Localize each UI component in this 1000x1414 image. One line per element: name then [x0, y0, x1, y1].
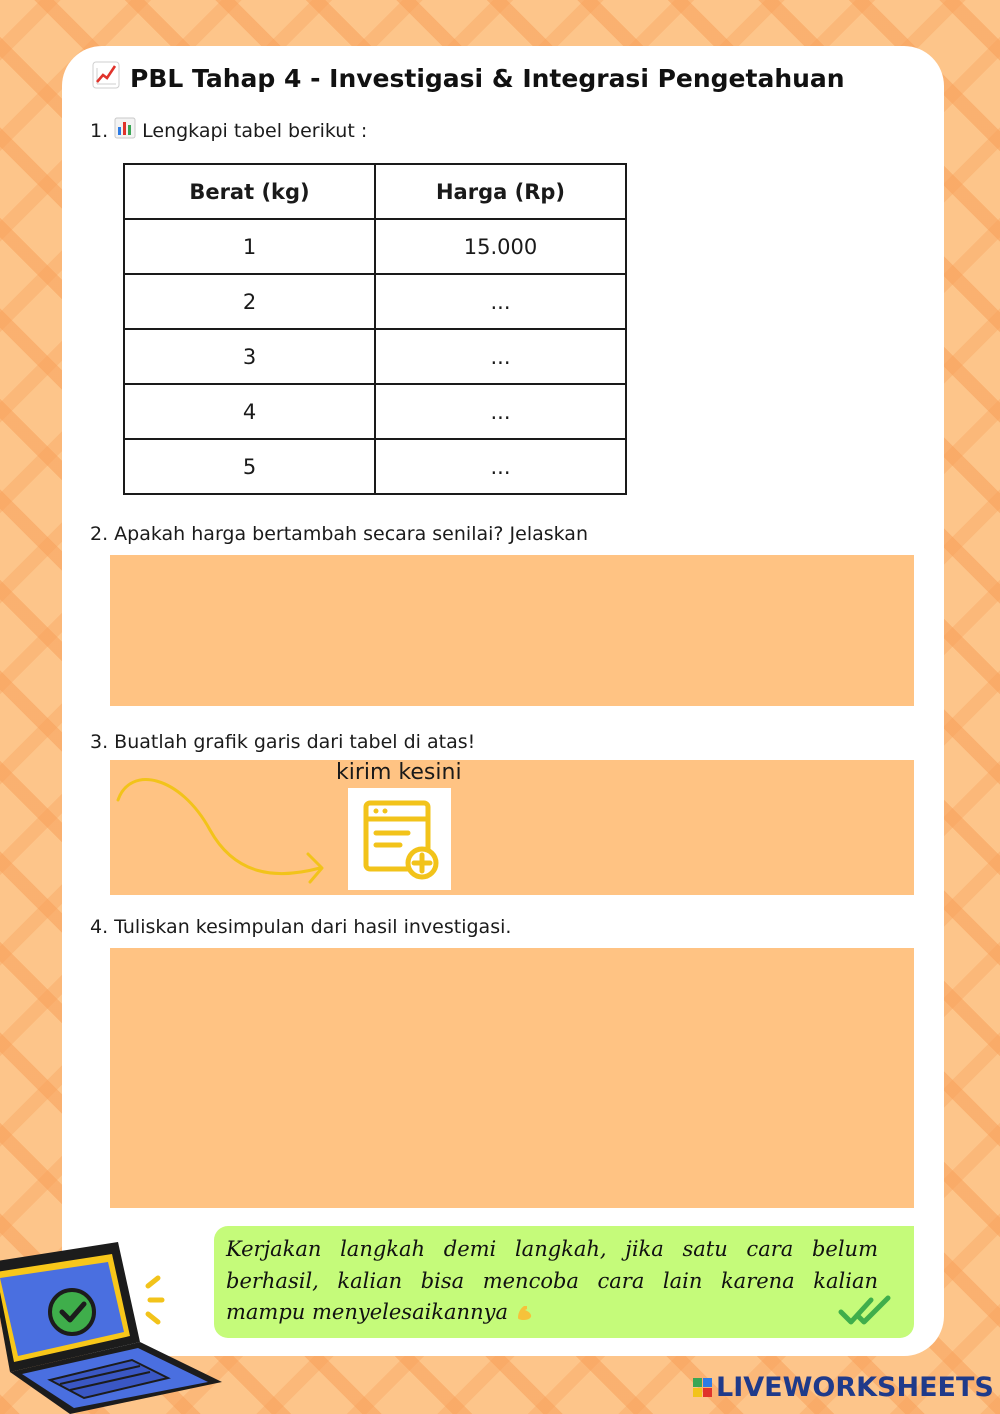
flexed-biceps-icon — [515, 1300, 535, 1320]
table-row — [124, 384, 626, 439]
price-input-cell[interactable]: ... — [375, 439, 626, 494]
question-text: 2. Apakah harga bertambah secara senilai? Jelaskan — [90, 523, 588, 545]
question-number: 1. — [90, 119, 109, 142]
weight-cell: 3 — [124, 329, 375, 384]
question-text: 3. Buatlah grafik garis dari tabel di atas! — [90, 731, 476, 753]
double-check-icon — [838, 1294, 896, 1330]
brand-logo[interactable] — [693, 1372, 994, 1403]
question-text: 4. Tuliskan kesimpulan dari hasil investigasi. — [90, 916, 512, 938]
bar-chart-icon — [114, 117, 136, 144]
table-header-row — [124, 164, 626, 219]
column-header: Berat (kg) — [124, 164, 375, 219]
question-2 — [90, 523, 588, 545]
weight-cell: 2 — [124, 274, 375, 329]
upload-label: kirim kesini — [336, 760, 462, 785]
laptop-check-icon — [0, 1232, 230, 1414]
title-text: PBL Tahap 4 - Investigasi & Integrasi Pengetahuan — [130, 63, 845, 93]
question-text: Lengkapi tabel berikut : — [142, 119, 368, 142]
price-input-cell[interactable]: ... — [375, 329, 626, 384]
page-title — [92, 58, 845, 98]
question-4 — [90, 916, 511, 938]
price-input-cell[interactable]: ... — [375, 274, 626, 329]
answer-box-4[interactable] — [110, 948, 914, 1208]
table-row — [124, 329, 626, 384]
price-cell: 15.000 — [375, 219, 626, 274]
weight-cell: 1 — [124, 219, 375, 274]
question-1 — [90, 117, 367, 144]
table-row — [124, 439, 626, 494]
price-table — [123, 163, 627, 495]
price-input-cell[interactable]: ... — [375, 384, 626, 439]
column-header: Harga (Rp) — [375, 164, 626, 219]
upload-button[interactable] — [348, 788, 451, 890]
motivation-text: Kerjakan langkah demi langkah, jika satu cara belum berhasil, kalian bisa mencoba cara lain karena kalian mampu menyelesaikannya — [226, 1237, 878, 1324]
curved-arrow-icon — [110, 770, 340, 890]
question-3 — [90, 731, 475, 753]
brand-text: LIVEWORKSHEETS — [716, 1372, 994, 1403]
liveworksheets-icon — [693, 1378, 712, 1397]
chart-increasing-icon — [92, 61, 120, 95]
table-row — [124, 274, 626, 329]
weight-cell: 5 — [124, 439, 375, 494]
add-document-icon — [354, 793, 446, 885]
weight-cell: 4 — [124, 384, 375, 439]
table-row — [124, 219, 626, 274]
answer-box-2[interactable] — [110, 555, 914, 706]
